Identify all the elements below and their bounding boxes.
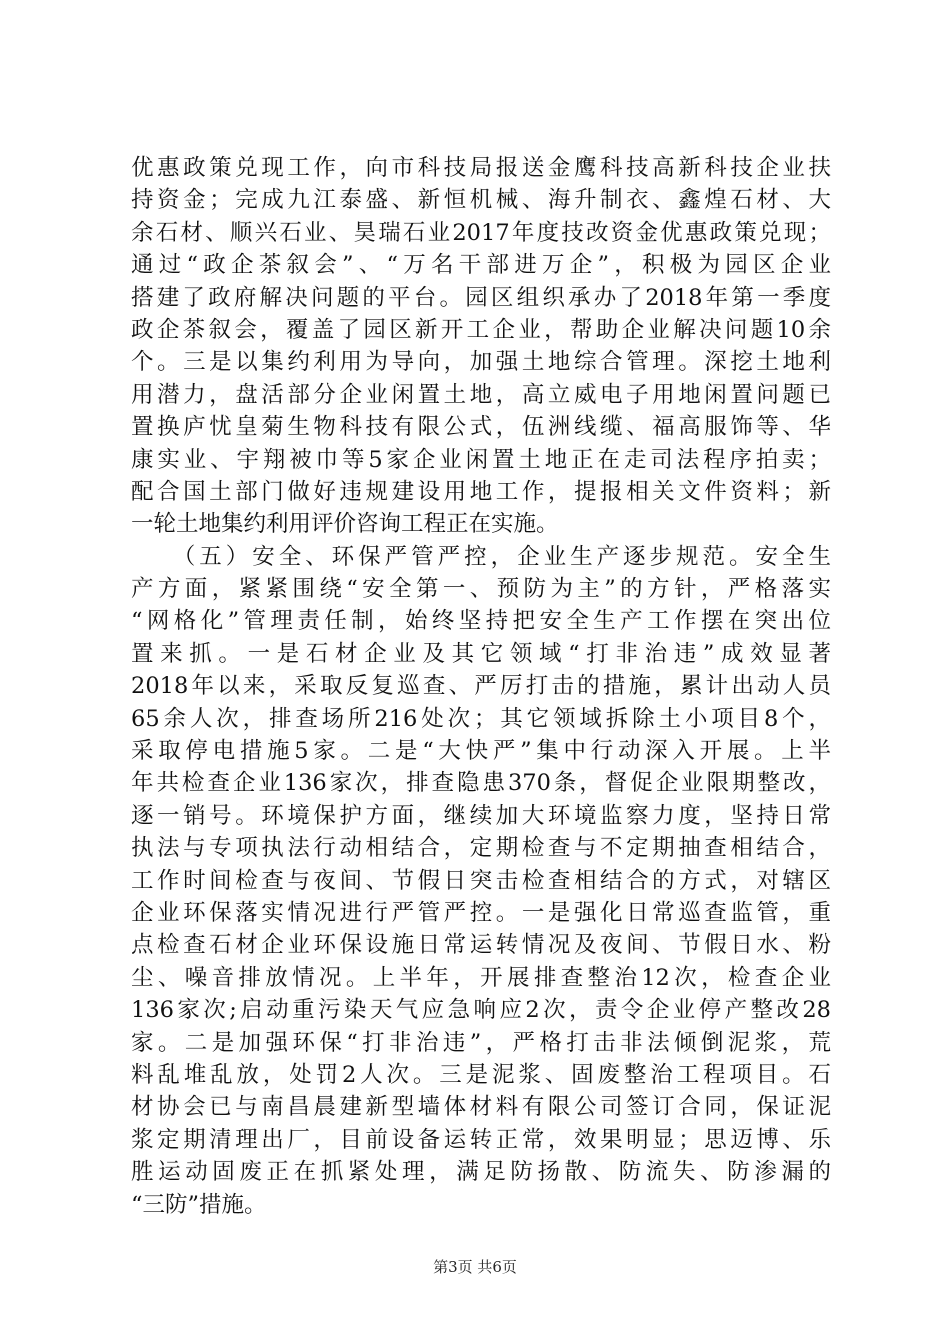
text-line: 通过“政企茶叙会”、“万名干部进万企”，积极为园区企业 [131,252,831,279]
text-line: 2018年以来，采取反复巡查、严厉打击的措施，累计出动人员 [131,673,831,700]
text-line: 置换庐忧皇菊生物科技有限公式，伍洲线缆、福高服饰等、华 [131,414,831,441]
text-line: 家。二是加强环保“打非治违”，严格打击非法倾倒泥浆，荒 [131,1029,831,1056]
body-text [131,152,831,1221]
paragraph-end-line: “三防”措施。 [131,1191,267,1218]
text-line: 材协会已与南昌晨建新型墙体材料有限公司签订合同，保证泥 [131,1094,831,1121]
text-line: “网格化”管理责任制，始终坚持把安全生产工作摆在突出位 [131,608,831,635]
text-line: 浆定期清理出厂，目前设备运转正常，效果明显；思迈博、乐 [131,1126,831,1153]
text-line: 置来抓。一是石材企业及其它领域“打非治违”成效显著 [131,640,831,667]
text-line: 年共检查企业136家次，排查隐患370条，督促企业限期整改， [131,770,831,797]
text-line: 点检查石材企业环保设施日常运转情况及夜间、节假日水、粉 [131,932,831,959]
text-line: 持资金；完成九江泰盛、新恒机械、海升制衣、鑫煌石材、大 [131,187,831,214]
text-line: 个。三是以集约利用为导向，加强土地综合管理。深挖土地利 [131,349,831,376]
text-line: 企业环保落实情况进行严管严控。一是强化日常巡查监管，重 [131,899,831,926]
text-line: 余石材、顺兴石业、昊瑞石业2017年度技改资金优惠政策兑现； [131,219,831,246]
text-line: 搭建了政府解决问题的平台。园区组织承办了2018年第一季度 [131,284,831,311]
text-line: 产方面，紧紧围绕“安全第一、预防为主”的方针，严格落实 [131,576,831,603]
text-line: 优惠政策兑现工作，向市科技局报送金鹰科技高新科技企业扶 [131,155,831,181]
paragraph-end-line: 一轮土地集约利用评价咨询工程正在实施。 [131,511,559,538]
section-heading-line: （五）安全、环保严管严控，企业生产逐步规范。安全生 [131,543,831,570]
text-line: 料乱堆乱放，处罚2人次。三是泥浆、固废整治工程项目。石 [131,1061,831,1088]
page-footer: 第3页 共6页 [433,1258,517,1276]
text-line: 逐一销号。环境保护方面，继续加大环境监察力度，坚持日常 [131,802,831,829]
text-line: 康实业、宇翔被巾等5家企业闲置土地正在走司法程序拍卖； [131,446,831,473]
text-line: 65余人次，排查场所216处次；其它领域拆除土小项目8个， [131,705,831,732]
text-line: 尘、噪音排放情况。上半年，开展排查整治12次，检查企业 [131,964,831,991]
text-line: 工作时间检查与夜间、节假日突击检查相结合的方式，对辖区 [131,867,831,894]
text-line: 136家次;启动重污染天气应急响应2次，责令企业停产整改28 [131,997,831,1024]
text-line: 政企茶叙会，覆盖了园区新开工企业，帮助企业解决问题10余 [131,316,831,343]
text-line: 胜运动固废正在抓紧处理，满足防扬散、防流失、防渗漏的 [131,1159,831,1186]
text-line: 采取停电措施5家。二是“大快严”集中行动深入开展。上半 [131,738,831,765]
text-line: 执法与专项执法行动相结合，定期检查与不定期抽查相结合， [131,835,831,862]
text-line: 配合国土部门做好违规建设用地工作，提报相关文件资料；新 [131,478,831,505]
text-line: 用潜力，盘活部分企业闲置土地，高立威电子用地闲置问题已 [131,381,831,408]
